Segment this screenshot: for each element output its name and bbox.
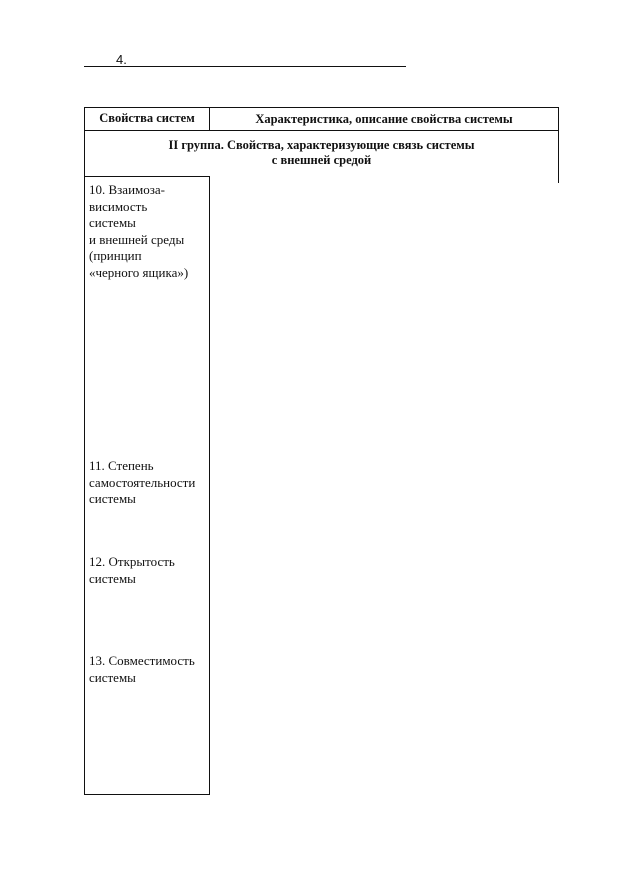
page-number: 4. [116,52,127,67]
header-properties: Свойства систем [99,111,195,125]
property-13-label: 13. Совместимость системы [89,653,195,685]
group-title [84,138,559,168]
header-bottom-border [84,130,559,131]
group-title-line-2: с внешней средой [271,153,372,167]
group-title-line-1: II группа. Свойства, характеризующие связь системы [168,138,475,152]
answer-line [84,66,406,67]
table-left-border [84,107,85,795]
property-10-label: 10. Взаимоза- висимость системы и внешней среды (принцип «черного ящика») [89,182,189,280]
property-11-label: 11. Степень самостоятельности системы [89,458,196,506]
column-divider-body [209,176,210,795]
header-description: Характеристика, описание свойства системы [255,112,513,126]
group-row-bottom-border [84,176,210,177]
property-12-label: 12. Открытость системы [89,554,175,586]
properties-table [84,107,559,795]
table-bottom-border [84,794,210,795]
table-top-border [84,107,559,108]
